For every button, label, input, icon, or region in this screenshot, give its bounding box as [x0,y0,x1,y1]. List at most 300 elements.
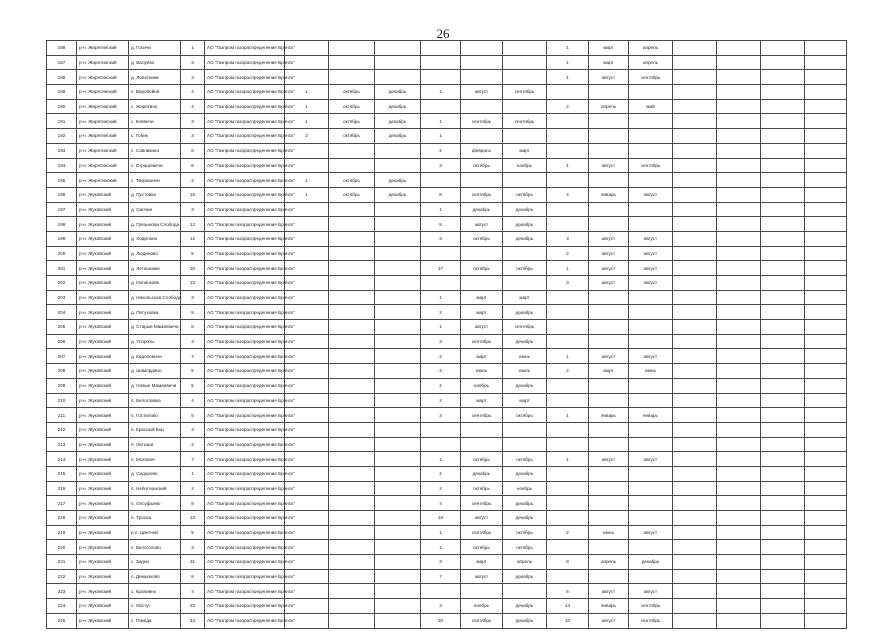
stage3-count-cell: 2 [547,364,589,379]
organization-cell: АО "Газпром газораспределение Брянск" [205,41,285,56]
total-count-cell: 10 [181,276,205,291]
organization-cell: АО "Газпром газораспределение Брянск" [205,511,285,526]
empty-cell [673,217,717,232]
organization-cell: АО "Газпром газораспределение Брянск" [205,187,285,202]
stage3-end-cell [629,290,673,305]
stage1-start-cell [329,231,375,246]
row-number-cell: 216 [47,481,77,496]
district-cell: р-н. Жуковский [77,569,129,584]
empty-cell [717,555,761,570]
empty-cell [673,393,717,408]
stage1-end-cell [375,246,421,261]
empty-cell [805,569,847,584]
stage2-count-cell [421,41,461,56]
settlement-cell: д. Нолинково [129,276,181,291]
organization-cell: АО "Газпром газораспределение Брянск" [205,584,285,599]
stage3-start-cell: апрель [589,99,629,114]
stage1-start-cell [329,555,375,570]
organization-cell: АО "Газпром газораспределение Брянск" [205,202,285,217]
stage2-count-cell: 20 [421,613,461,628]
empty-cell [805,408,847,423]
stage2-count-cell: 3 [421,231,461,246]
organization-cell: АО "Газпром газораспределение Брянск" [205,334,285,349]
empty-cell [761,217,805,232]
district-cell: р-н. Жуковский [77,276,129,291]
stage1-start-cell [329,584,375,599]
stage3-count-cell: 1 [547,349,589,364]
empty-cell [805,70,847,85]
total-count-cell: 7 [181,349,205,364]
stage2-start-cell [461,41,503,56]
table-row [47,173,847,188]
stage2-end-cell [503,437,547,452]
empty-cell [717,202,761,217]
empty-cell [717,55,761,70]
total-count-cell: 1 [181,466,205,481]
stage3-start-cell: август [589,261,629,276]
settlement-cell: с. Жирятино [129,99,181,114]
total-count-cell: 7 [181,452,205,467]
empty-cell [673,114,717,129]
stage3-end-cell: август [629,231,673,246]
stage2-count-cell: 7 [421,569,461,584]
stage1-start-cell [329,466,375,481]
total-count-cell: 43 [181,613,205,628]
stage1-start-cell [329,55,375,70]
stage2-count-cell: 1 [421,540,461,555]
empty-cell [761,511,805,526]
stage2-start-cell [461,70,503,85]
stage3-start-cell: август [589,349,629,364]
empty-cell [761,496,805,511]
empty-cell [717,511,761,526]
empty-cell [717,452,761,467]
stage1-end-cell [375,364,421,379]
empty-cell [717,99,761,114]
empty-cell [673,437,717,452]
stage1-end-cell [375,231,421,246]
empty-cell [673,569,717,584]
stage1-start-cell [329,525,375,540]
empty-cell [717,231,761,246]
table-row [47,202,847,217]
stage2-end-cell: ноябрь [503,158,547,173]
stage2-start-cell: октябрь [461,540,503,555]
district-cell: р-н. Жуковский [77,525,129,540]
stage3-count-cell: 10 [547,613,589,628]
table-row [47,466,847,481]
stage2-start-cell: март [461,290,503,305]
stage3-end-cell: август [629,584,673,599]
stage3-count-cell [547,305,589,320]
empty-cell [673,408,717,423]
district-cell: р-н. Жирятинский [77,143,129,158]
stage2-count-cell: 1 [421,129,461,144]
organization-cell: АО "Газпром газораспределение Брянск" [205,290,285,305]
row-number-cell: 221 [47,555,77,570]
stage2-count-cell: 1 [421,114,461,129]
stage2-end-cell: октябрь [503,540,547,555]
stage3-start-cell [589,569,629,584]
table-row [47,540,847,555]
stage1-end-cell: декабрь [375,99,421,114]
empty-cell [761,143,805,158]
stage3-count-cell: 2 [547,99,589,114]
stage2-start-cell: сентябрь [461,525,503,540]
district-cell: р-н. Жуковский [77,511,129,526]
empty-cell [761,466,805,481]
empty-cell [673,143,717,158]
settlement-cell: д. Валуево [129,55,181,70]
stage2-start-cell: сентябрь [461,334,503,349]
stage1-end-cell [375,393,421,408]
stage2-end-cell: декабрь [503,378,547,393]
stage1-count-cell: 1 [285,187,329,202]
settlement-cell: с. Страшевичи [129,158,181,173]
total-count-cell: 2 [181,437,205,452]
page-number: 26 [436,26,450,41]
empty-cell [673,422,717,437]
empty-cell [805,55,847,70]
row-number-cell: 219 [47,525,77,540]
stage3-count-cell: 1 [547,261,589,276]
total-count-cell: 12 [181,231,205,246]
organization-cell: АО "Газпром газораспределение Брянск" [205,437,285,452]
empty-cell [673,231,717,246]
organization-cell: АО "Газпром газораспределение Брянск" [205,173,285,188]
table-row [47,276,847,291]
organization-cell: АО "Газпром газораспределение Брянск" [205,466,285,481]
empty-cell [761,422,805,437]
total-count-cell: 4 [181,584,205,599]
settlement-cell: с. Гомеда [129,613,181,628]
table-row [47,41,847,56]
stage3-count-cell: 5 [547,584,589,599]
stage3-count-cell [547,217,589,232]
stage1-start-cell [329,569,375,584]
stage3-end-cell [629,143,673,158]
row-number-cell: 215 [47,466,77,481]
empty-cell [805,378,847,393]
total-count-cell: 5 [181,408,205,423]
total-count-cell: 23 [181,599,205,614]
district-cell: р-н. Жирятинский [77,55,129,70]
stage3-end-cell: август [629,452,673,467]
stage1-end-cell: декабрь [375,129,421,144]
total-count-cell: 8 [181,496,205,511]
stage1-start-cell [329,202,375,217]
row-number-cell: 194 [47,158,77,173]
stage1-start-cell [329,613,375,628]
table-row [47,334,847,349]
stage3-count-cell: 2 [547,246,589,261]
stage2-count-cell [421,99,461,114]
stage3-end-cell: июнь [629,364,673,379]
empty-cell [805,41,847,56]
stage2-start-cell [461,437,503,452]
table-row [47,569,847,584]
total-count-cell: 3 [181,55,205,70]
total-count-cell: 2 [181,70,205,85]
empty-cell [717,70,761,85]
stage3-count-cell [547,320,589,335]
stage1-start-cell [329,452,375,467]
empty-cell [761,187,805,202]
settlement-cell: п. Олсуфьево [129,496,181,511]
empty-cell [673,261,717,276]
stage1-end-cell [375,276,421,291]
organization-cell: АО "Газпром газораспределение Брянск" [205,422,285,437]
organization-cell: АО "Газпром газораспределение Брянск" [205,99,285,114]
organization-cell: АО "Газпром газораспределение Брянск" [205,349,285,364]
stage3-count-cell: 14 [547,599,589,614]
stage2-start-cell [461,584,503,599]
empty-cell [805,452,847,467]
stage1-end-cell [375,55,421,70]
stage1-end-cell [375,496,421,511]
district-cell: р-н. Жуковский [77,408,129,423]
stage1-end-cell [375,41,421,56]
empty-cell [805,511,847,526]
stage1-start-cell [329,320,375,335]
stage2-end-cell: декабрь [503,511,547,526]
empty-cell [761,349,805,364]
stage2-start-cell: ноябрь [461,599,503,614]
empty-cell [673,129,717,144]
stage3-count-cell [547,466,589,481]
stage2-end-cell: декабрь [503,334,547,349]
stage1-count-cell: 1 [285,114,329,129]
settlement-cell: д. Пустовка [129,187,181,202]
stage3-end-cell [629,569,673,584]
stage3-end-cell [629,305,673,320]
stage2-start-cell: август [461,569,503,584]
stage3-count-cell [547,540,589,555]
stage3-start-cell [589,334,629,349]
stage2-start-cell: август [461,85,503,100]
district-cell: р-н. Жирятинский [77,70,129,85]
organization-cell: АО "Газпром газораспределение Брянск" [205,496,285,511]
row-number-cell: 196 [47,187,77,202]
stage3-start-cell [589,466,629,481]
stage3-start-cell [589,290,629,305]
empty-cell [673,202,717,217]
stage3-end-cell [629,334,673,349]
table-row [47,613,847,628]
table-row [47,599,847,614]
empty-cell [805,481,847,496]
empty-cell [761,246,805,261]
stage2-count-cell: 17 [421,261,461,276]
stage2-start-cell [461,173,503,188]
empty-cell [717,408,761,423]
settlement-cell: д. Петуховка [129,305,181,320]
empty-cell [717,143,761,158]
empty-cell [673,364,717,379]
table-row [47,70,847,85]
empty-cell [805,613,847,628]
stage2-count-cell: 1 [421,525,461,540]
stage3-count-cell [547,378,589,393]
stage1-end-cell [375,525,421,540]
stage2-count-cell: 1 [421,85,461,100]
empty-cell [761,437,805,452]
total-count-cell: 4 [181,85,205,100]
organization-cell: АО "Газпром газораспределение Брянск" [205,305,285,320]
stage1-start-cell [329,217,375,232]
stage3-start-cell: август [589,276,629,291]
stage2-count-cell: 2 [421,143,461,158]
stage3-start-cell [589,378,629,393]
district-cell: р-н. Жуковский [77,393,129,408]
organization-cell: АО "Газпром газораспределение Брянск" [205,364,285,379]
stage3-end-cell [629,466,673,481]
total-count-cell: 4 [181,334,205,349]
settlement-cell: с. Воробейня [129,85,181,100]
stage3-end-cell [629,422,673,437]
stage1-start-cell [329,290,375,305]
stage3-start-cell: август [589,70,629,85]
stage1-start-cell [329,422,375,437]
stage3-end-cell: апрель [629,55,673,70]
row-number-cell: 222 [47,569,77,584]
organization-cell: АО "Газпром газораспределение Брянск" [205,320,285,335]
empty-cell [717,114,761,129]
table-row [47,452,847,467]
empty-cell [717,276,761,291]
stage1-end-cell [375,481,421,496]
empty-cell [717,599,761,614]
district-cell: р-н. Жуковский [77,217,129,232]
empty-cell [717,173,761,188]
row-number-cell: 203 [47,290,77,305]
district-cell: р-н. Жуковский [77,349,129,364]
stage2-count-cell: 2 [421,393,461,408]
stage2-start-cell: февраль [461,143,503,158]
settlement-cell: д. Людиново [129,246,181,261]
stage3-end-cell [629,129,673,144]
stage3-count-cell [547,143,589,158]
total-count-cell: 3 [181,540,205,555]
stage1-end-cell [375,305,421,320]
stage1-end-cell [375,599,421,614]
empty-cell [717,422,761,437]
stage1-start-cell [329,364,375,379]
empty-cell [673,540,717,555]
settlement-cell: п. Красный Бор [129,422,181,437]
district-cell: р-н. Жирятинский [77,99,129,114]
total-count-cell: 10 [181,511,205,526]
stage3-start-cell: август [589,246,629,261]
stage3-end-cell [629,202,673,217]
empty-cell [761,555,805,570]
settlement-cell: д. Госичи [129,41,181,56]
empty-cell [717,525,761,540]
empty-cell [761,540,805,555]
stage2-count-cell: 3 [421,158,461,173]
district-cell: р-н. Жуковский [77,364,129,379]
stage1-start-cell [329,599,375,614]
district-cell: р-н. Жуковский [77,422,129,437]
table-row [47,55,847,70]
row-number-cell: 225 [47,613,77,628]
stage2-end-cell: декабрь [503,466,547,481]
row-number-cell: 217 [47,496,77,511]
row-number-cell: 191 [47,114,77,129]
stage1-end-cell [375,158,421,173]
stage2-end-cell: апрель [503,555,547,570]
organization-cell: АО "Газпром газораспределение Брянск" [205,217,285,232]
settlement-cell: д. Сидорово [129,466,181,481]
row-number-cell: 201 [47,261,77,276]
empty-cell [673,290,717,305]
stage2-end-cell: сентябрь [503,85,547,100]
empty-cell [673,99,717,114]
empty-cell [805,85,847,100]
stage3-start-cell: март [589,364,629,379]
row-number-cell: 188 [47,70,77,85]
stage2-start-cell: октябрь [461,481,503,496]
table-row [47,584,847,599]
table-row [47,217,847,232]
stage1-start-cell [329,158,375,173]
organization-cell: АО "Газпром газораспределение Брянск" [205,555,285,570]
stage1-end-cell [375,613,421,628]
stage3-count-cell: 3 [547,231,589,246]
settlement-cell: п. Моховое [129,452,181,467]
stage3-count-cell: 1 [547,158,589,173]
total-count-cell: 3 [181,129,205,144]
stage3-end-cell [629,320,673,335]
empty-cell [805,187,847,202]
stage3-end-cell: сентябрь [629,158,673,173]
stage3-count-cell [547,437,589,452]
district-cell: р-н. Жуковский [77,599,129,614]
organization-cell: АО "Газпром газораспределение Брянск" [205,481,285,496]
total-count-cell: 2 [181,173,205,188]
stage3-count-cell [547,290,589,305]
row-number-cell: 197 [47,202,77,217]
stage3-start-cell [589,481,629,496]
table-row [47,422,847,437]
stage3-start-cell: март [589,41,629,56]
table-row [47,481,847,496]
row-number-cell: 207 [47,349,77,364]
empty-cell [805,143,847,158]
empty-cell [673,85,717,100]
stage1-start-cell [329,393,375,408]
empty-cell [673,555,717,570]
total-count-cell: 8 [181,569,205,584]
settlement-cell: п. Гостилово [129,408,181,423]
stage1-start-cell [329,349,375,364]
stage2-end-cell [503,41,547,56]
row-number-cell: 192 [47,129,77,144]
stage3-end-cell [629,217,673,232]
total-count-cell: 5 [181,378,205,393]
empty-cell [717,246,761,261]
stage1-end-cell [375,349,421,364]
row-number-cell: 213 [47,437,77,452]
empty-cell [761,70,805,85]
stage1-start-cell: октябрь [329,114,375,129]
table-row [47,99,847,114]
row-number-cell: 223 [47,584,77,599]
settlement-cell: с. Крапивно [129,584,181,599]
stage3-end-cell: август [629,525,673,540]
empty-cell [673,55,717,70]
district-cell: р-н. Жуковский [77,613,129,628]
